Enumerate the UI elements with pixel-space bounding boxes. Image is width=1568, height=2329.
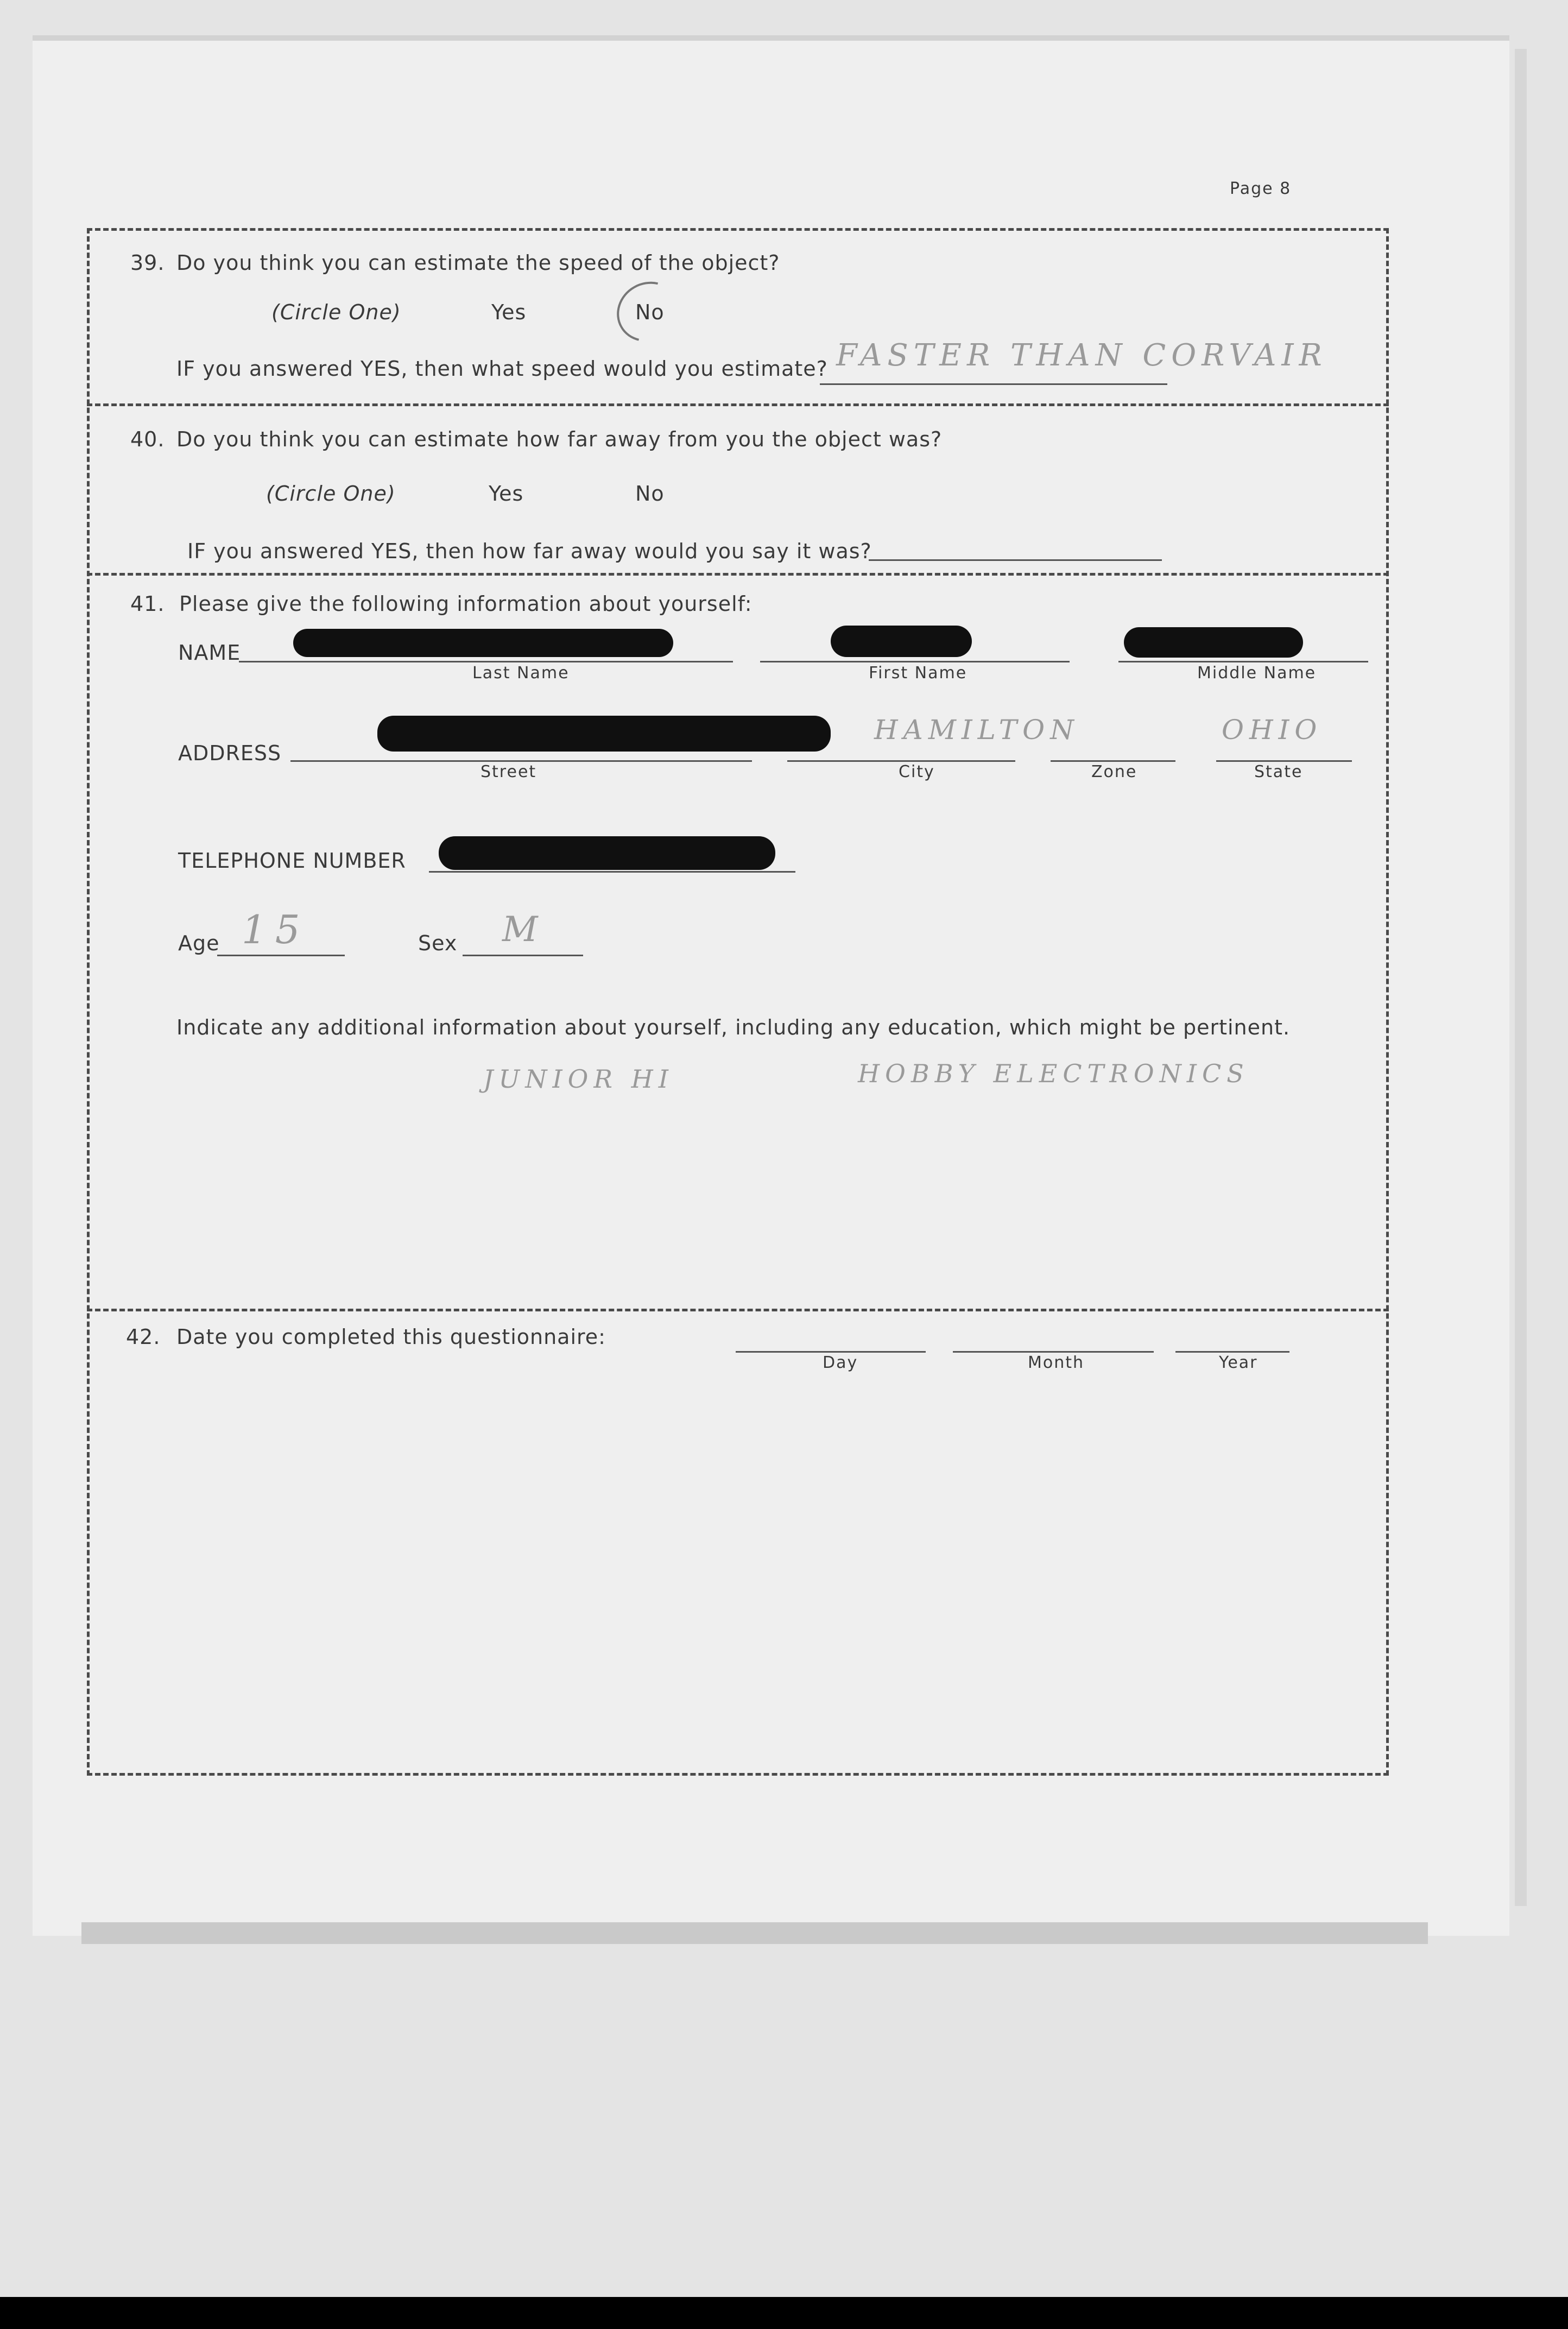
address-label: ADDRESS xyxy=(178,741,282,765)
sex-line[interactable] xyxy=(463,955,583,956)
middle-name-line[interactable] xyxy=(1118,661,1368,662)
q41-prompt: Please give the following information about yourself: xyxy=(179,592,753,616)
month-line[interactable] xyxy=(953,1351,1154,1353)
street-line[interactable] xyxy=(290,760,752,762)
city-line[interactable] xyxy=(787,760,1015,762)
q39-circle-label: (Circle One) xyxy=(271,300,401,324)
telephone-label: TELEPHONE NUMBER xyxy=(178,849,406,873)
additional-info-prompt: Indicate any additional information about yourself, including any education, which might be pertinent. xyxy=(176,1015,1291,1039)
q42-prompt: Date you completed this questionnaire: xyxy=(176,1325,606,1349)
city-value[interactable]: HAMILTON xyxy=(874,714,1079,746)
q40-number: 40. xyxy=(130,427,165,451)
age-label: Age xyxy=(178,931,220,955)
form-frame xyxy=(87,228,1389,1776)
state-line[interactable] xyxy=(1216,760,1352,762)
q39-yes-option[interactable]: Yes xyxy=(491,300,527,324)
q40-question: Do you think you can estimate how far away from you the object was? xyxy=(176,427,943,451)
q40-answer-line[interactable] xyxy=(869,559,1162,561)
city-caption: City xyxy=(899,762,935,781)
first-name-caption: First Name xyxy=(869,664,968,683)
additional-info-1[interactable]: JUNIOR HI xyxy=(483,1064,674,1094)
name-label: NAME xyxy=(178,641,241,665)
q41-number: 41. xyxy=(130,592,165,616)
redaction-middle-name xyxy=(1124,627,1303,658)
day-caption: Day xyxy=(823,1353,858,1372)
q40-yes-option[interactable]: Yes xyxy=(489,482,524,506)
day-line[interactable] xyxy=(736,1351,926,1353)
q40-circle-label: (Circle One) xyxy=(266,482,396,506)
sex-label: Sex xyxy=(418,931,458,955)
year-caption: Year xyxy=(1219,1353,1258,1372)
age-value[interactable]: 15 xyxy=(242,907,309,952)
q39-question: Do you think you can estimate the speed of the object? xyxy=(176,251,780,275)
street-caption: Street xyxy=(480,762,537,781)
q40-follow-up: IF you answered YES, then how far away would you say it was? xyxy=(187,539,872,563)
additional-info-2[interactable]: HOBBY ELECTRONICS xyxy=(858,1059,1249,1088)
q39-answer[interactable]: FASTER THAN CORVAIR xyxy=(836,338,1327,373)
middle-name-caption: Middle Name xyxy=(1197,664,1317,683)
redaction-last-name xyxy=(293,629,673,657)
divider-41-42 xyxy=(87,1309,1389,1311)
redaction-street xyxy=(377,716,831,752)
page-edge xyxy=(1515,49,1527,1906)
redaction-first-name xyxy=(831,626,972,657)
redaction-telephone xyxy=(439,836,775,870)
q42-number: 42. xyxy=(126,1325,161,1349)
divider-40-41 xyxy=(87,573,1389,576)
q39-number: 39. xyxy=(130,251,165,275)
q39-no-option[interactable]: No xyxy=(635,300,665,324)
last-name-caption: Last Name xyxy=(472,664,570,683)
age-line[interactable] xyxy=(217,955,345,956)
state-value[interactable]: OHIO xyxy=(1222,714,1323,746)
year-line[interactable] xyxy=(1175,1351,1289,1353)
page-number: Page 8 xyxy=(1230,179,1292,198)
q39-follow-up: IF you answered YES, then what speed would you estimate? xyxy=(176,357,828,381)
zone-caption: Zone xyxy=(1091,762,1137,781)
zone-line[interactable] xyxy=(1051,760,1175,762)
q40-no-option[interactable]: No xyxy=(635,482,665,506)
state-caption: State xyxy=(1254,762,1303,781)
first-name-line[interactable] xyxy=(760,661,1070,662)
month-caption: Month xyxy=(1028,1353,1085,1372)
sex-value[interactable]: M xyxy=(502,910,543,950)
telephone-line[interactable] xyxy=(429,871,795,873)
last-name-line[interactable] xyxy=(239,661,733,662)
q39-answer-line xyxy=(820,383,1167,385)
divider-39-40 xyxy=(87,403,1389,406)
page-shadow xyxy=(81,1922,1428,1944)
